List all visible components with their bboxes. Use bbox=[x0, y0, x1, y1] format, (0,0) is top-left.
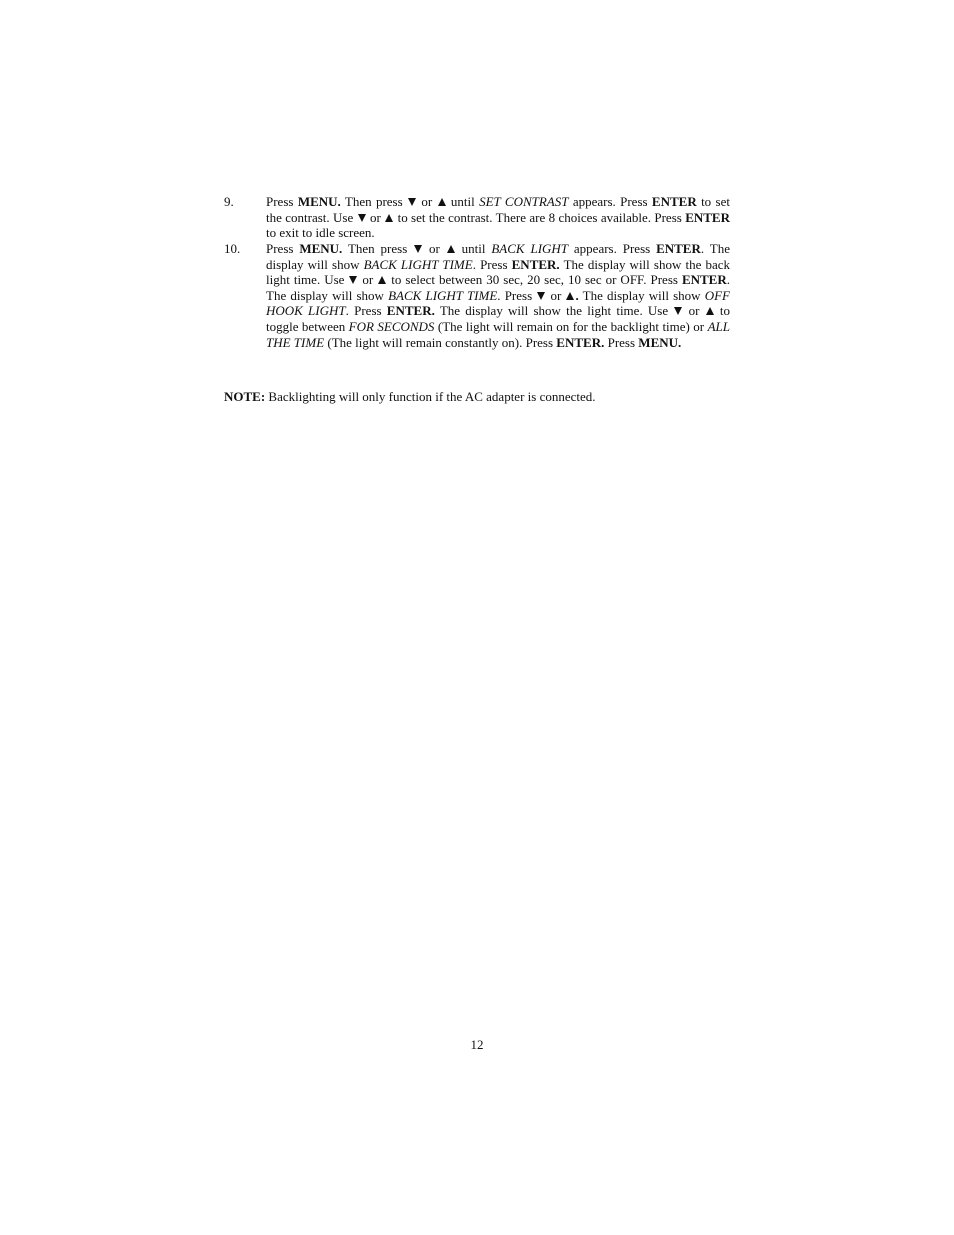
italic-text: BACK LIGHT bbox=[491, 241, 569, 256]
bold-text: MENU. bbox=[297, 194, 341, 209]
text-run: . The display will show bbox=[266, 241, 730, 272]
text-run: . The display will show bbox=[266, 272, 730, 303]
text-run: Then press bbox=[340, 194, 408, 209]
text-run: (The light will remain on for the backlight time) or bbox=[434, 318, 708, 334]
text-run: or bbox=[358, 272, 378, 288]
up-arrow-icon bbox=[438, 198, 446, 206]
bold-text: ENTER bbox=[656, 241, 701, 256]
bold-text: MENU. bbox=[299, 241, 343, 256]
bold-text: ENTER. bbox=[556, 334, 605, 350]
note-label: NOTE: bbox=[224, 389, 266, 404]
step-number: 9. bbox=[224, 194, 234, 209]
text-run: until bbox=[455, 241, 492, 256]
bold-text: ENTER. bbox=[511, 256, 560, 272]
text-run: The display will show the back light time. Use bbox=[266, 256, 731, 288]
bold-text: ENTER bbox=[681, 272, 727, 288]
down-arrow-icon bbox=[414, 245, 422, 253]
step-10 bbox=[224, 241, 730, 350]
bold-text: ENTER bbox=[651, 194, 697, 209]
text-run: to set the contrast. Use bbox=[266, 194, 730, 225]
text-run: Then press bbox=[342, 241, 414, 256]
italic-text: BACK LIGHT TIME bbox=[388, 287, 498, 303]
bold-text: MENU. bbox=[638, 334, 682, 350]
down-arrow-icon bbox=[349, 276, 357, 284]
text-run: The display will show bbox=[578, 287, 705, 303]
down-arrow-icon bbox=[358, 214, 366, 222]
up-arrow-icon bbox=[706, 307, 714, 315]
step-body bbox=[266, 241, 730, 350]
text-run: or bbox=[546, 287, 566, 303]
up-arrow-icon bbox=[378, 276, 386, 284]
text-run: to toggle between bbox=[266, 303, 730, 334]
note-paragraph bbox=[224, 389, 730, 405]
up-arrow-icon bbox=[447, 245, 455, 253]
italic-text: BACK LIGHT TIME bbox=[363, 256, 473, 272]
text-run: Press bbox=[604, 334, 639, 350]
text-run: or bbox=[366, 209, 385, 225]
text-run: to select between 30 sec, 20 sec, 10 sec or OFF. Press bbox=[387, 272, 682, 288]
bold-text: . bbox=[575, 287, 579, 303]
text-run: appears. Press bbox=[568, 241, 657, 256]
text-run: Press bbox=[266, 194, 298, 209]
down-arrow-icon bbox=[537, 292, 545, 300]
text-run: appears. Press bbox=[568, 194, 652, 209]
text-run: (The light will remain constantly on). Press bbox=[324, 334, 557, 350]
page-number: 12 bbox=[470, 1037, 484, 1052]
down-arrow-icon bbox=[674, 307, 682, 315]
text-run: . Press bbox=[472, 256, 512, 272]
text-run: or bbox=[423, 241, 446, 256]
italic-text: FOR SECONDS bbox=[348, 318, 435, 334]
up-arrow-icon bbox=[566, 292, 574, 300]
down-arrow-icon bbox=[408, 198, 416, 206]
up-arrow-icon bbox=[385, 214, 393, 222]
text-run: . Press bbox=[345, 303, 387, 319]
italic-text: SET CONTRAST bbox=[479, 194, 569, 209]
note-text: Backlighting will only function if the AC adapter is connected. bbox=[265, 389, 596, 404]
italic-text: ALL THE TIME bbox=[266, 318, 730, 350]
text-run: . Press bbox=[497, 287, 537, 303]
italic-text: OFF HOOK LIGHT bbox=[266, 287, 730, 319]
text-run: to exit to idle screen. bbox=[266, 225, 375, 241]
text-run: Press bbox=[266, 241, 300, 256]
step-number: 10. bbox=[224, 241, 241, 256]
text-run: or bbox=[683, 303, 705, 319]
bold-text: ENTER. bbox=[386, 303, 435, 319]
text-run: until bbox=[446, 194, 480, 209]
text-run: to set the contrast. There are 8 choices available. Press bbox=[394, 209, 686, 225]
text-run: The display will show the light time. Use bbox=[434, 303, 674, 319]
text-run: or bbox=[417, 194, 437, 209]
bold-text: ENTER bbox=[685, 209, 730, 225]
step-body bbox=[266, 194, 730, 241]
step-9 bbox=[224, 194, 730, 241]
